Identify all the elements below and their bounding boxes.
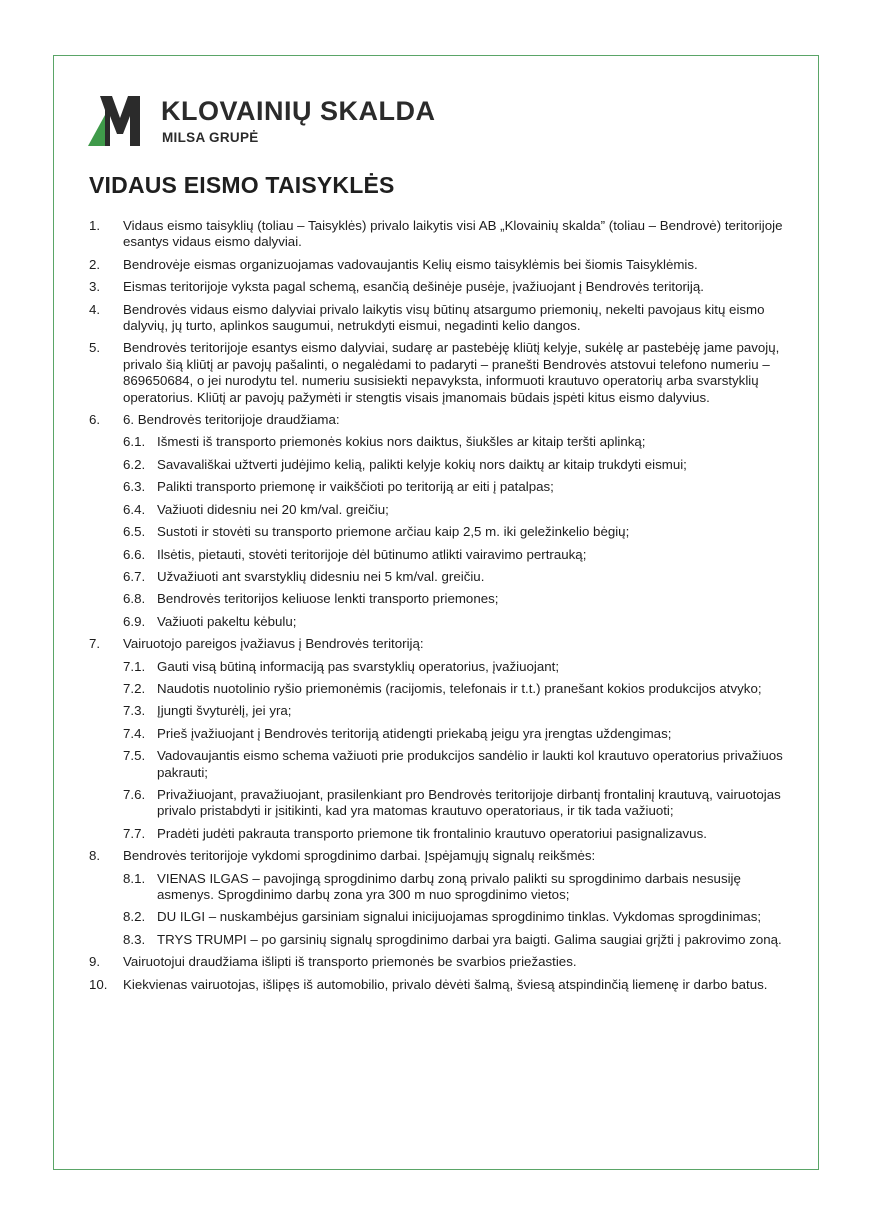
sub-rule-number: 8.1.: [123, 870, 146, 886]
sub-rule-item: [89, 569, 789, 585]
rule-text: Vairuotojui draudžiama išlipti iš transporto priemonės be svarbios priežasties.: [123, 954, 577, 970]
sub-rule-item: [89, 703, 789, 719]
sub-rule-item: [89, 614, 789, 630]
rule-number: 5.: [89, 340, 101, 356]
sub-rule-number: 7.2.: [123, 680, 146, 696]
rule-item: [89, 954, 789, 970]
sub-rule-item: [89, 547, 789, 563]
sub-rule-number: 6.4.: [123, 501, 146, 517]
sub-rule-text: Važiuoti didesniu nei 20 km/val. greičiu;: [157, 501, 389, 517]
sub-rule-number: 7.5.: [123, 748, 146, 764]
rule-number: 7.: [89, 636, 101, 652]
sub-rule-text: Prieš įvažiuojant į Bendrovės teritoriją atidengti priekabą jeigu yra įrengtas uždengimas;: [157, 725, 672, 741]
rule-number: 8.: [89, 848, 101, 864]
sub-rule-text: Bendrovės teritorijos keliuose lenkti transporto priemones;: [157, 591, 499, 607]
sub-rule-number: 6.7.: [123, 568, 146, 584]
rule-item: [89, 340, 789, 406]
sub-rule-text: Įjungti švyturėlį, jei yra;: [157, 703, 292, 719]
sub-rule-text: Užvažiuoti ant svarstyklių didesniu nei 5 km/val. greičiu.: [157, 568, 485, 584]
sub-rule-item: [89, 871, 789, 904]
sub-rule-text: Savavališkai užtverti judėjimo kelią, palikti kelyje kokių nors daiktų ar kitaip trukdyti eismui;: [157, 456, 687, 472]
sub-rule-text: Sustoti ir stovėti su transporto priemone arčiau kaip 2,5 m. iki geležinkelio bėgių;: [157, 524, 630, 540]
sub-rule-number: 6.9.: [123, 613, 146, 629]
sub-rule-item: [89, 726, 789, 742]
sub-rule-item: [89, 659, 789, 675]
sub-rule-item: [89, 826, 789, 842]
sub-rule-number: 7.7.: [123, 825, 146, 841]
rule-text: Bendrovėje eismas organizuojamas vadovaujantis Kelių eismo taisyklėmis bei šiomis Taisyklėmis.: [123, 256, 698, 272]
sub-rule-number: 7.1.: [123, 658, 146, 674]
sub-rule-item: [89, 524, 789, 540]
rule-text: Bendrovės teritorijoje vykdomi sprogdinimo darbai. Įspėjamųjų signalų reikšmės:: [123, 848, 596, 864]
rule-number: 3.: [89, 279, 101, 295]
sub-rule-text: Naudotis nuotolinio ryšio priemonėmis (racijomis, telefonais ir t.t.) pranešant kokios produkcijos atvyko;: [157, 680, 762, 696]
m-logo-icon: [88, 96, 148, 146]
rule-number: 4.: [89, 301, 101, 317]
sub-rule-item: [89, 748, 789, 781]
rule-item: [89, 848, 789, 864]
sub-rule-number: 7.3.: [123, 703, 146, 719]
rule-number: 10.: [89, 976, 108, 992]
sub-rule-text: Gauti visą būtiną informaciją pas svarstyklių operatorius, įvažiuojant;: [157, 658, 560, 674]
rule-item: [89, 218, 789, 251]
rule-text: Bendrovės vidaus eismo dalyviai privalo laikytis visų būtinų atsargumo priemonių, nekelti pavojaus kitų eismo dalyvių, jų turto, aplinkos saugumui, netrukdyti eismui, negadinti kelio dangos.: [123, 301, 765, 334]
sub-rule-text: Privažiuojant, pravažiuojant, prasilenkiant pro Bendrovės teritorijoje dirbantį frontalinį krautuvą, vairuotojas privalo pristabdyti ir įsitikinti, kad yra matomas krautuvo operatoriaus, ir tik tada važiuoti;: [157, 786, 781, 819]
sub-rule-text: Vadovaujantis eismo schema važiuoti prie produkcijos sandėlio ir laukti kol krautuvo operatorius privažiuos pakrauti;: [157, 748, 783, 780]
sub-rule-text: DU ILGI – nuskambėjus garsiniam signalui inicijuojamas sprogdinimo tinklas. Vykdomas sprogdinimas;: [157, 909, 762, 925]
sub-rule-item: [89, 502, 789, 518]
rule-number: 2.: [89, 256, 101, 272]
rule-number: 6.: [89, 412, 101, 428]
rule-item: [89, 636, 789, 652]
sub-rule-item: [89, 591, 789, 607]
rule-item: [89, 257, 789, 273]
rule-text: 6. Bendrovės teritorijoje draudžiama:: [123, 412, 340, 428]
rule-item: [89, 977, 789, 993]
sub-rule-number: 6.6.: [123, 546, 146, 562]
sub-rule-number: 6.2.: [123, 456, 146, 472]
rule-text: Vairuotojo pareigos įvažiavus į Bendrovės teritoriją:: [123, 636, 424, 652]
sub-rule-number: 7.4.: [123, 725, 146, 741]
page-title: VIDAUS EISMO TAISYKLĖS: [89, 172, 395, 198]
sub-rule-number: 6.8.: [123, 591, 146, 607]
sub-rule-text: Išmesti iš transporto priemonės kokius nors daiktus, šiukšles ar kitaip teršti aplinką;: [157, 434, 646, 450]
rule-text: Vidaus eismo taisyklių (toliau – Taisyklės) privalo laikytis visi AB „Klovainių skalda” (toliau – Bendrovė) teritorijoje esantys vidaus eismo dalyviai.: [123, 218, 783, 250]
sub-rule-item: [89, 457, 789, 473]
rule-item: [89, 279, 789, 295]
rule-number: 1.: [89, 218, 101, 233]
sub-rule-number: 8.3.: [123, 931, 146, 947]
sub-rule-text: Važiuoti pakeltu kėbulu;: [157, 613, 297, 629]
rule-item: [89, 302, 789, 335]
sub-rule-number: 6.5.: [123, 524, 146, 540]
rule-text: Bendrovės teritorijoje esantys eismo dalyviai, sudarę ar pastebėję kliūtį kelyje, sukėlę ar pastebėję jame pavojų, privalo šią kliūtį ar pavojų pašalinti, o negalėdami to padaryti – pranešti Bendrovės atstovui telefono numeriu – 869650684, o jei nurodytu tel. numeriu susisiekti nepavyksta, informuoti krautuvo operatorių arba svarstyklių operatorius. Kliūtį ar pavojų pažymėti ir stengtis visais įmanomais būdais įspėti kitus eismo dalyvius.: [123, 340, 780, 405]
sub-rule-item: [89, 434, 789, 450]
rule-item: [89, 412, 789, 428]
sub-rule-text: Pradėti judėti pakrauta transporto priemone tik frontalinio krautuvo operatoriui pasignalizavus.: [157, 825, 707, 841]
sub-rule-text: TRYS TRUMPI – po garsinių signalų sprogdinimo darbai yra baigti. Galima saugiai grįžti į pakrovimo zoną.: [157, 931, 782, 947]
sub-rule-number: 8.2.: [123, 909, 146, 925]
sub-rule-text: Ilsėtis, pietauti, stovėti teritorijoje dėl būtinumo atlikti vairavimo pertrauką;: [157, 546, 587, 562]
rules-list: [89, 218, 789, 999]
company-logo: [88, 96, 508, 148]
sub-rule-number: 7.6.: [123, 786, 146, 802]
sub-rule-item: [89, 932, 789, 948]
sub-rule-number: 6.1.: [123, 434, 146, 450]
sub-rule-item: [89, 681, 789, 697]
brand-name: KLOVAINIŲ SKALDA: [161, 96, 436, 126]
sub-rule-text: VIENAS ILGAS – pavojingą sprogdinimo darbų zoną privalo palikti su sprogdinimo darbais nesusiję asmenys. Sprogdinimo darbų zona yra 300 m nuo sprogdinimo vietos;: [157, 870, 741, 902]
sub-rule-item: [89, 909, 789, 925]
sub-rule-item: [89, 787, 789, 820]
rule-number: 9.: [89, 954, 101, 970]
rule-text: Kiekvienas vairuotojas, išlipęs iš automobilio, privalo dėvėti šalmą, šviesą atspindinčią liemenę ir darbo batus.: [123, 976, 768, 992]
rule-text: Eismas teritorijoje vyksta pagal schemą, esančią dešinėje pusėje, įvažiuojant į Bendrovės teritoriją.: [123, 279, 704, 295]
sub-rule-item: [89, 479, 789, 495]
sub-rule-number: 6.3.: [123, 479, 146, 495]
sub-rule-text: Palikti transporto priemonę ir vaikščioti po teritoriją ar eiti į patalpas;: [157, 479, 554, 495]
brand-subtitle: MILSA GRUPĖ: [162, 130, 259, 145]
